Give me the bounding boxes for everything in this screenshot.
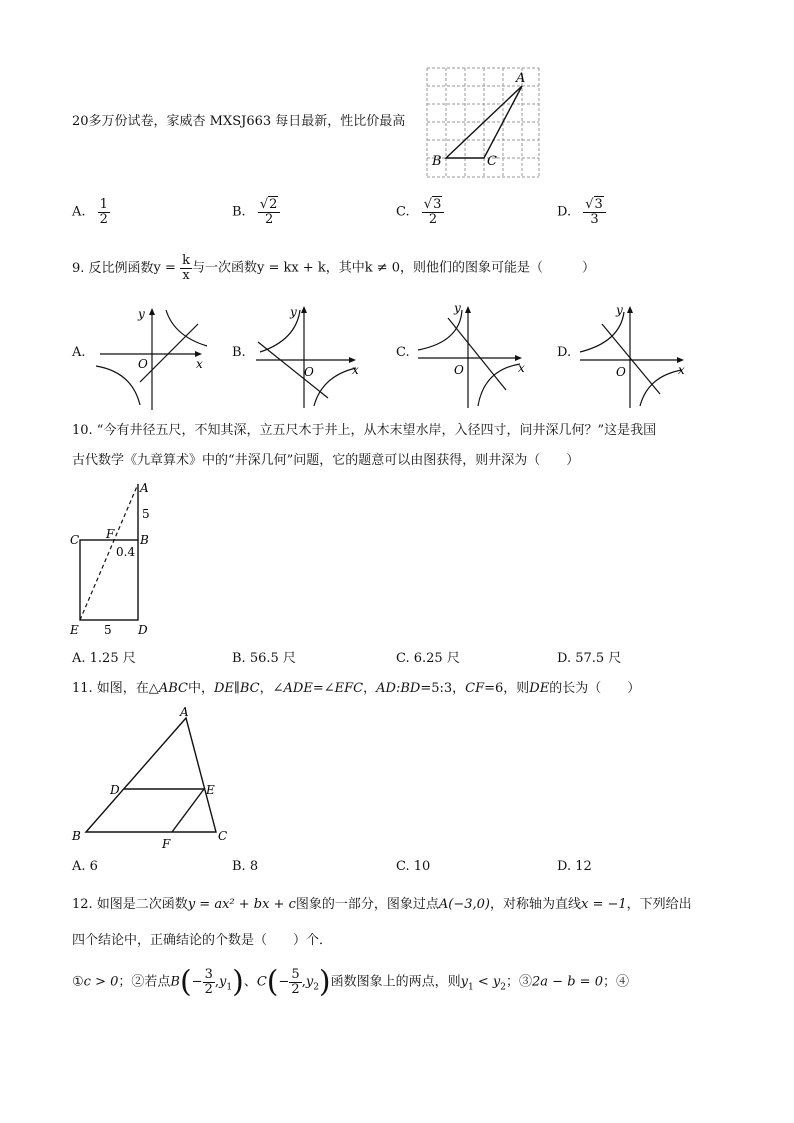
denominator: x bbox=[182, 268, 190, 283]
q12-suffix: ，下列给出 bbox=[626, 897, 692, 912]
label-a: A bbox=[140, 481, 149, 495]
hyperbola-q2 bbox=[580, 312, 624, 352]
fraction bbox=[422, 198, 445, 227]
numerator: 3 bbox=[204, 967, 213, 982]
q12-b-y: y bbox=[219, 974, 227, 990]
q12-point-a: A(−3,0) bbox=[438, 897, 490, 912]
paren-open: ( bbox=[179, 964, 192, 1000]
y-label: y bbox=[454, 301, 461, 315]
q12-prefix: 12. 如图是二次函数 bbox=[72, 897, 188, 912]
q11-ratio: AD:BD bbox=[376, 681, 421, 696]
y-label: y bbox=[138, 307, 145, 321]
label-f: F bbox=[162, 837, 171, 851]
label-c: C bbox=[487, 154, 497, 169]
y-label: y bbox=[616, 303, 623, 317]
fraction bbox=[98, 198, 110, 227]
q10-line2: 古代数学《九章算术》中的“井深几何”问题，它的题意可以由图获得，则井深为（ ） bbox=[72, 453, 580, 468]
q12-frac-c bbox=[289, 968, 301, 997]
q12-c-sub: 2 bbox=[313, 982, 319, 993]
q12-pt-c: C bbox=[256, 974, 267, 990]
q10-option-a: A. 1.25 尺 bbox=[72, 651, 136, 666]
q9-suffix: ，则他们的图象可能是（ ） bbox=[400, 260, 596, 276]
label-c: C bbox=[218, 829, 228, 843]
q9-prefix: 9. 反比例函数 bbox=[72, 261, 154, 276]
label-a: A bbox=[180, 705, 189, 719]
line bbox=[258, 342, 328, 398]
fraction bbox=[258, 198, 281, 227]
q12-c3: ；③ bbox=[506, 974, 533, 990]
comma: , bbox=[214, 974, 219, 990]
line bbox=[140, 324, 198, 382]
q12-mid2: ，对称轴为直线 bbox=[489, 897, 581, 912]
hyperbola-q2 bbox=[418, 310, 462, 350]
q10-option-b: B. 56.5 尺 bbox=[232, 651, 296, 666]
q11-t5: =5:3， bbox=[420, 681, 466, 696]
q10-well-figure bbox=[66, 476, 166, 640]
q11-option-a: A. 6 bbox=[72, 859, 98, 874]
q12-mid: 图象的一部分，图象过点 bbox=[295, 897, 439, 912]
label-e: E bbox=[206, 783, 215, 797]
paren-close: ) bbox=[318, 964, 331, 1000]
q12-ineq-a: y bbox=[460, 974, 469, 990]
q12-b-sub: 1 bbox=[226, 982, 233, 993]
q12-c-y: y bbox=[305, 974, 314, 990]
numerator: 1 bbox=[99, 197, 108, 212]
q9-option-a-letter: A. bbox=[72, 345, 86, 360]
q8-option-d bbox=[557, 198, 606, 227]
y-arrow bbox=[627, 306, 633, 313]
q12-c2: ；②若点 bbox=[118, 974, 171, 990]
q11-t3: =∠ bbox=[312, 681, 335, 696]
q9-fraction bbox=[180, 254, 192, 283]
q11-option-b: B. 8 bbox=[232, 859, 259, 874]
q11-triangle-figure bbox=[66, 702, 246, 852]
q8-option-a bbox=[72, 198, 110, 227]
q9-func1-lhs: y = bbox=[153, 260, 176, 276]
hyperbola-q4 bbox=[314, 368, 356, 406]
radicand: 3 bbox=[594, 197, 603, 212]
line bbox=[448, 318, 506, 390]
numerator: √2 bbox=[258, 198, 281, 213]
q12-sep: 、 bbox=[243, 974, 257, 990]
q11-ade: ADE bbox=[283, 681, 313, 696]
denominator: 2 bbox=[204, 982, 213, 997]
origin-label: O bbox=[138, 357, 148, 371]
numerator: √3 bbox=[583, 198, 606, 213]
q12-line1 bbox=[72, 896, 692, 914]
q11-de: DE bbox=[529, 681, 550, 696]
q8-option-c bbox=[396, 198, 444, 227]
q12-l3-mid: 函数图象上的两点，则 bbox=[330, 974, 461, 990]
minus: − bbox=[191, 974, 203, 990]
q9-graph-b bbox=[252, 298, 372, 410]
line bbox=[602, 324, 660, 394]
label-5-ed: 5 bbox=[104, 623, 112, 637]
q12-axis: x = −1 bbox=[581, 897, 627, 912]
q10-line1: 10. “今有井径五尺，不知其深，立五尺木于井上，从木末望水岸，入径四寸，问井深几何？”这是我国 bbox=[72, 423, 657, 438]
q11-option-c: C. 10 bbox=[396, 859, 431, 874]
origin-label: O bbox=[304, 365, 314, 379]
q12-c3-expr: 2a − b = 0 bbox=[532, 974, 603, 990]
denominator: 2 bbox=[291, 982, 300, 997]
q10-option-d: D. 57.5 尺 bbox=[557, 651, 622, 666]
q11-efc: EFC bbox=[334, 681, 364, 696]
paren-open: ( bbox=[266, 964, 279, 1000]
segment-ef bbox=[172, 789, 204, 832]
label-b: B bbox=[140, 533, 149, 547]
label-d: D bbox=[138, 623, 148, 637]
y-label: y bbox=[290, 305, 297, 319]
y-arrow bbox=[465, 306, 471, 313]
q11-cf: CF bbox=[465, 681, 485, 696]
label-5-ab: 5 bbox=[142, 507, 150, 521]
q9-cond: k ≠ 0 bbox=[364, 260, 401, 276]
q12-ineq-b: y bbox=[492, 974, 501, 990]
label-d: D bbox=[110, 783, 120, 797]
q10-option-c: C. 6.25 尺 bbox=[396, 651, 460, 666]
y-arrow bbox=[149, 308, 155, 315]
radicand: 2 bbox=[269, 197, 278, 212]
q9-cond-prefix: ，其中 bbox=[325, 260, 365, 276]
q11-prefix: 11. 如图，在△ bbox=[72, 681, 159, 696]
q8-option-b bbox=[232, 198, 280, 227]
q8-grid-figure bbox=[424, 66, 542, 180]
q12-pt-b: B bbox=[170, 974, 180, 990]
q12-func: y = ax² + bx + c bbox=[187, 897, 296, 912]
q9-graph-d bbox=[576, 298, 696, 410]
y-arrow bbox=[301, 306, 307, 313]
radicand: 3 bbox=[433, 197, 442, 212]
label-b: B bbox=[72, 829, 81, 843]
origin-label: O bbox=[454, 363, 464, 377]
hyperbola-q1 bbox=[166, 310, 207, 346]
origin-label: O bbox=[616, 365, 626, 379]
denominator: 2 bbox=[99, 212, 108, 227]
numerator: √3 bbox=[422, 198, 445, 213]
q11-abc: ABC bbox=[158, 681, 188, 696]
q12-frac-b bbox=[203, 968, 215, 997]
q9-graph-c bbox=[414, 298, 534, 410]
triangle-abc bbox=[86, 718, 216, 832]
q9-option-d-letter: D. bbox=[557, 345, 572, 360]
x-label: x bbox=[678, 363, 685, 377]
q12-ineq-b-sub: 2 bbox=[500, 982, 507, 993]
q11-t1: 中， bbox=[187, 681, 214, 696]
q9-func2: y = kx + k bbox=[256, 260, 326, 276]
q12-c4: ；④ bbox=[602, 974, 629, 990]
q12-line2: 四个结论中，正确结论的个数是（ ）个． bbox=[72, 933, 333, 948]
q12-ineq-a-sub: 1 bbox=[468, 982, 474, 993]
q9-mid: 与一次函数 bbox=[191, 260, 257, 276]
comma: , bbox=[301, 974, 306, 990]
x-label: x bbox=[196, 357, 203, 371]
fraction bbox=[583, 198, 606, 227]
x-label: x bbox=[352, 363, 359, 377]
label-e: E bbox=[70, 623, 79, 637]
q9-option-c-letter: C. bbox=[396, 345, 410, 360]
q9-stem bbox=[72, 254, 595, 283]
denominator: 2 bbox=[264, 212, 274, 227]
option-letter: A. bbox=[72, 204, 86, 220]
q11-t6: =6，则 bbox=[484, 681, 530, 696]
label-b: B bbox=[432, 154, 442, 169]
q9-graph-a bbox=[92, 300, 212, 412]
label-0-4: 0.4 bbox=[116, 545, 136, 559]
q11-stem bbox=[72, 680, 640, 698]
header-text: 20多万份试卷，家威杏 MXSJ663 每日最新，性比价最高 bbox=[72, 114, 406, 129]
q11-de-bc: DE∥BC bbox=[213, 681, 260, 696]
label-c: C bbox=[70, 533, 80, 547]
label-a: A bbox=[516, 71, 526, 86]
numerator: k bbox=[182, 253, 190, 268]
paren-close: ) bbox=[232, 964, 244, 1000]
option-letter: B. bbox=[232, 204, 246, 220]
q11-t2: ，∠ bbox=[259, 681, 284, 696]
q12-c1: ① bbox=[72, 974, 84, 990]
minus: − bbox=[278, 974, 290, 990]
option-letter: D. bbox=[557, 204, 572, 220]
hyperbola-q4 bbox=[478, 364, 520, 406]
numerator: 5 bbox=[291, 967, 300, 982]
q11-t4: ， bbox=[363, 681, 377, 696]
q9-option-b-letter: B. bbox=[232, 345, 246, 360]
q11-t7: 的长为（ ） bbox=[549, 681, 641, 696]
hyperbola-q4 bbox=[640, 370, 682, 406]
q12-ineq-op: < bbox=[473, 974, 493, 990]
q12-c1-expr: c > 0 bbox=[83, 974, 119, 990]
x-label: x bbox=[518, 361, 525, 375]
option-letter: C. bbox=[396, 204, 410, 220]
q12-line3 bbox=[72, 964, 629, 1000]
hyperbola-q3 bbox=[96, 366, 140, 405]
denominator: 3 bbox=[590, 212, 599, 227]
label-f: F bbox=[106, 527, 115, 541]
denominator: 2 bbox=[428, 212, 438, 227]
q11-option-d: D. 12 bbox=[557, 859, 592, 874]
